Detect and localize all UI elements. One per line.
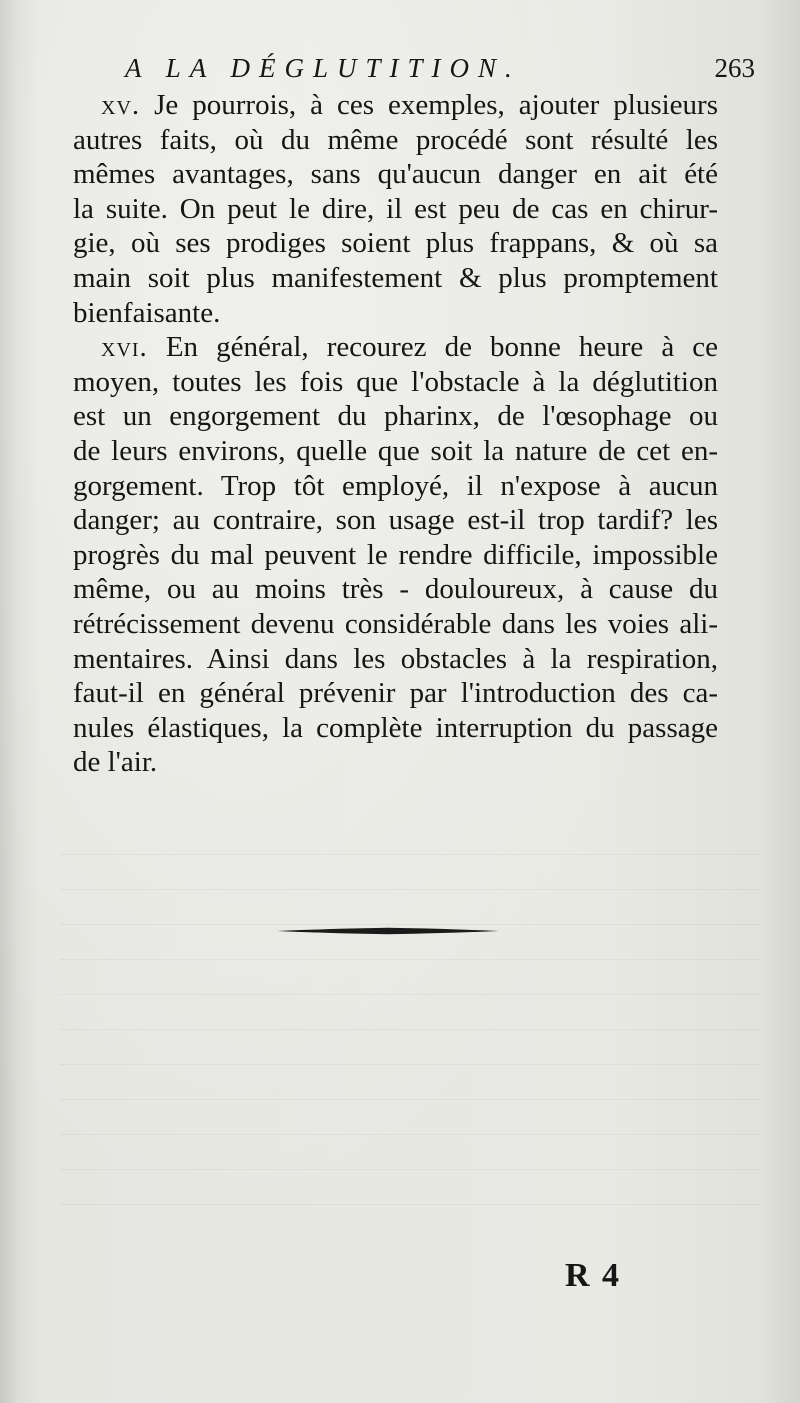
show-through-texture [60,820,760,1240]
text-line: est un engorgement du pharinx, de l'œsophage ou [73,400,718,433]
text-line: xvi. En général, recourez de bonne heure à ce [101,331,718,364]
paragraph-xv [73,88,718,330]
text-line: nules élastiques, la complète interruption du passage [73,711,718,744]
text-line: de leurs environs, quelle que soit la nature de cet en- [73,434,718,467]
text-line: gorgement. Trop tôt employé, il n'expose à aucun [73,469,718,502]
text-line: mentaires. Ainsi dans les obstacles à la respiration, [73,642,718,675]
page-number: 263 [714,53,755,83]
text-line: danger; au contraire, son usage est-il trop tardif? les [73,504,718,537]
text-line: bienfaisante. [73,296,221,329]
paragraph-xvi [73,330,718,780]
text-line: moyen, toutes les fois que l'obstacle à la déglutition [73,365,718,398]
text-line: mêmes avantages, sans qu'aucun danger en ait été [73,158,718,191]
text-line: la suite. On peut le dire, il est peu de cas en chirur- [73,192,718,225]
body-text [73,88,718,780]
text-line: gie, où ses prodiges soient plus frappans, & où sa [73,227,718,260]
text-line: rétrécissement devenu considérable dans les voies ali- [73,607,718,640]
running-title: A LA DÉGLUTITION. [125,53,521,83]
ornamental-rule [277,927,499,935]
text-line: faut-il en général prévenir par l'introduction des ca- [73,677,718,710]
page-header [125,48,755,88]
text-line: de l'air. [73,746,158,779]
text-line: même, ou au moins très - douloureux, à cause du [73,573,718,606]
section-numeral: xv. [101,89,141,121]
text-line: autres faits, où du même procédé sont résulté les [73,123,718,156]
text-line: main soit plus manifestement & plus promptement [73,261,718,294]
text-line: progrès du mal peuvent le rendre difficile, impossible [73,538,718,571]
signature-mark: R 4 [565,1257,622,1294]
section-numeral: xvi. [101,331,148,364]
text-line: xv. Je pourrois, à ces exemples, ajouter plusieurs [101,89,718,121]
